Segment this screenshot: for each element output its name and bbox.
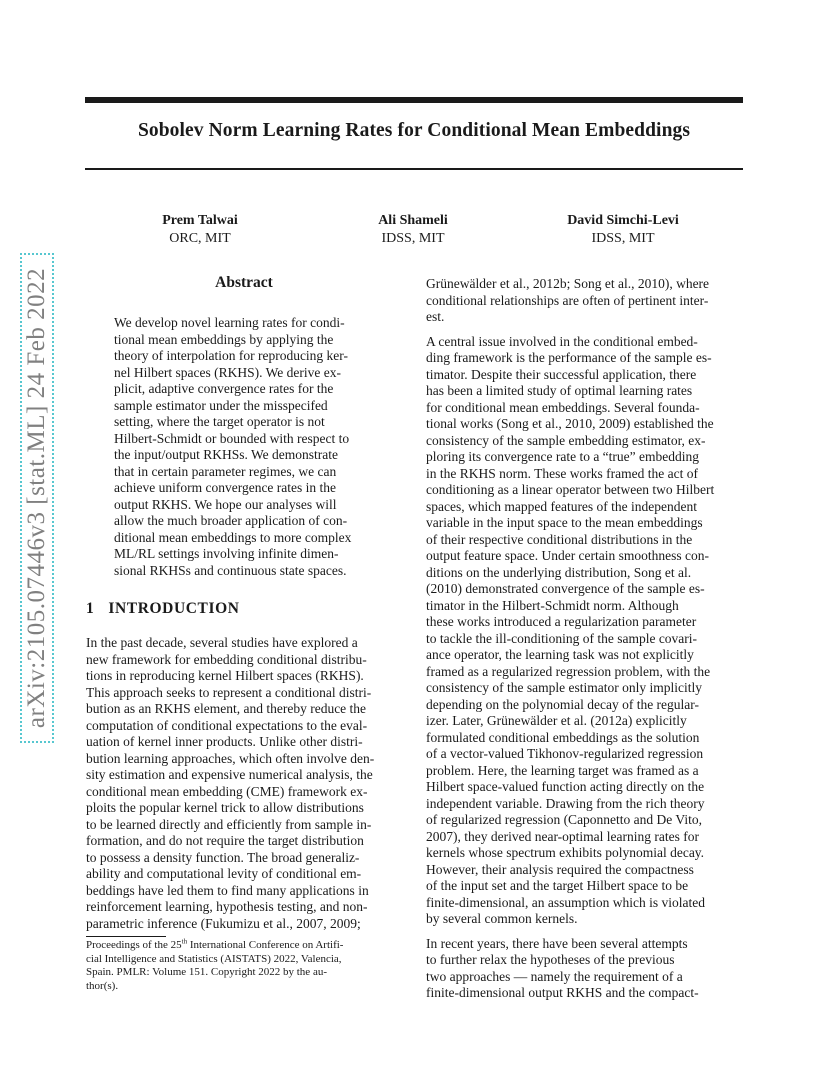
- abstract-line: tional mean embeddings by applying the: [114, 331, 334, 347]
- intro-line: conditional mean embedding (CME) framework ex-: [86, 783, 368, 799]
- intro-line: beddings have led them to find many applications in: [86, 882, 369, 898]
- author-name: David Simchi-Levi: [567, 213, 679, 228]
- abstract-body: [114, 315, 351, 579]
- arxiv-stamp[interactable]: [20, 253, 54, 743]
- introduction-body: [86, 635, 374, 932]
- paragraph-line: of regularized regression (Caponnetto and De Vito,: [426, 812, 702, 827]
- paragraph-line: by several common kernels.: [426, 911, 578, 926]
- footnote-line: Spain. PMLR: Volume 151. Copyright 2022 by the au-: [86, 966, 327, 978]
- footnote-line: thor(s).: [86, 979, 119, 992]
- intro-line: bution learning approaches, which often involve den-: [86, 750, 375, 766]
- abstract-line: allow the much broader application of con-: [114, 513, 348, 528]
- intro-line: In the past decade, several studies have explored a: [86, 635, 358, 650]
- section-title: INTRODUCTION: [108, 600, 240, 617]
- author-block: [100, 212, 300, 248]
- footnote-text: International Conference on Artifi-: [187, 939, 344, 951]
- paragraph-line: formulated conditional embeddings as the solution: [426, 729, 700, 745]
- abstract-line: output RKHS. We hope our analyses will: [114, 496, 337, 512]
- paper-title: Sobolev Norm Learning Rates for Conditional Mean Embeddings: [137, 120, 691, 141]
- abstract-line: sional RKHSs and continuous state spaces.: [114, 562, 347, 578]
- paragraph-line: problem. Here, the learning target was framed as a: [426, 762, 699, 778]
- paragraph-line: for conditional mean embeddings. Several founda-: [426, 399, 700, 415]
- paragraph-line: variable in the input space to the mean embeddings: [426, 515, 703, 530]
- paragraph-line: However, their analysis required the compactness: [426, 861, 694, 877]
- paragraph-line: 2007), they derived near-optimal learning rates for: [426, 828, 699, 844]
- paragraph-line: tional works (Song et al., 2010, 2009) established the: [426, 416, 714, 431]
- paragraph-line: independent variable. Drawing from the rich theory: [426, 795, 705, 811]
- paragraph-line: depending on the polynomial decay of the regular-: [426, 696, 700, 712]
- footnote-text: Proceedings of the 25: [86, 939, 182, 951]
- right-column-body: [426, 276, 714, 1002]
- intro-line: tions in reproducing kernel Hilbert spaces (RKHS).: [86, 668, 364, 683]
- intro-line: bution as an RKHS element, and thereby reduce the: [86, 701, 367, 716]
- author-block: [523, 212, 723, 248]
- footnote-line: [86, 939, 343, 953]
- paragraph-line: these works introduced a regularization parameter: [426, 614, 697, 629]
- paragraph-line: of their respective conditional distributions in the: [426, 531, 693, 547]
- paragraph-line: spaces, which mapped features of the independent: [426, 498, 698, 514]
- paragraph-line: to tackle the ill-conditioning of the sample covari-: [426, 630, 698, 646]
- paragraph-line: of the input set and the target Hilbert space to be: [426, 878, 689, 893]
- paragraph-line: finite-dimensional, an assumption which is violated: [426, 894, 705, 910]
- abstract-line: ditional mean embeddings to more complex: [114, 529, 352, 545]
- abstract-line: that in certain parameter regimes, we can: [114, 463, 337, 479]
- author-block: [313, 212, 513, 248]
- paragraph-line: output feature space. Under certain smoothness con-: [426, 548, 710, 563]
- intro-line: ploits the popular kernel trick to allow distributions: [86, 800, 364, 815]
- intro-line: to possess a density function. The broad generaliz-: [86, 849, 360, 865]
- intro-line: formation, and do not require the target distribution: [86, 833, 364, 848]
- abstract-line: setting, where the target operator is not: [114, 414, 325, 429]
- author-affiliation: IDSS, MIT: [591, 231, 655, 246]
- author-name: Ali Shameli: [378, 213, 448, 228]
- abstract-line: the input/output RKHSs. We demonstrate: [114, 447, 339, 462]
- paragraph-line: izer. Later, Grünewälder et al. (2012a) explicitly: [426, 713, 687, 728]
- author-affiliation: IDSS, MIT: [381, 231, 445, 246]
- intro-line: reinforcement learning, hypothesis testing, and non-: [86, 899, 368, 914]
- section-number: 1: [86, 600, 95, 617]
- abstract-line: We develop novel learning rates for condi-: [114, 315, 345, 330]
- abstract-line: achieve uniform convergence rates in the: [114, 480, 337, 495]
- paragraph-line: two approaches — namely the requirement of a: [426, 968, 683, 984]
- paragraph-line: consistency of the sample estimator only implicitly: [426, 680, 702, 695]
- intro-line: This approach seeks to represent a conditional distri-: [86, 684, 372, 700]
- abstract-line: Hilbert-Schmidt or bounded with respect to: [114, 430, 350, 446]
- footnote-rule: [86, 936, 166, 937]
- paragraph-line: A central issue involved in the conditional embed-: [426, 333, 698, 349]
- intro-line: new framework for embedding conditional distribu-: [86, 651, 367, 667]
- paragraph-line: consistency of the sample embedding estimator, ex-: [426, 432, 706, 448]
- paragraph-line: (2010) demonstrated convergence of the sample es-: [426, 581, 705, 596]
- header-rule-top: [85, 97, 743, 103]
- paragraph-line: ance operator, the learning task was not explicitly: [426, 647, 694, 662]
- paragraph-line: Hilbert space-valued function acting directly on the: [426, 779, 705, 794]
- paragraph-line: conditioning as a linear operator between two Hilbert: [426, 482, 715, 497]
- abstract-line: sample estimator under the misspecifed: [114, 397, 328, 413]
- paragraph-line: to further relax the hypotheses of the previous: [426, 952, 675, 967]
- intro-line: uation of kernel inner products. Unlike other distri-: [86, 734, 363, 749]
- author-name: Prem Talwai: [162, 213, 238, 228]
- paragraph-line: conditional relationships are often of pertinent inter-: [426, 292, 709, 308]
- paragraph-line: ploring its convergence rate to a “true” embedding: [426, 449, 700, 464]
- paragraph-line: of a vector-valued Tikhonov-regularized regression: [426, 746, 704, 761]
- paragraph-line: est.: [426, 309, 445, 324]
- paragraph-line: has been a limited study of optimal learning rates: [426, 383, 693, 398]
- paragraph-line: timator in the Hilbert-Schmidt norm. Although: [426, 597, 679, 613]
- intro-line: sity estimation and expensive numerical analysis, the: [86, 767, 373, 782]
- paragraph-line: kernels whose spectrum exhibits polynomial decay.: [426, 845, 705, 860]
- paragraph-gap: [426, 326, 714, 334]
- footnote: [86, 939, 343, 993]
- arxiv-identifier[interactable]: arXiv:2105.07446v3 [stat.ML] 24 Feb 2022: [23, 267, 50, 729]
- abstract-line: plicit, adaptive convergence rates for the: [114, 381, 334, 396]
- abstract-line: theory of interpolation for reproducing ker-: [114, 348, 349, 363]
- paragraph-line: finite-dimensional output RKHS and the compact-: [426, 985, 699, 1000]
- section-heading: [86, 600, 240, 618]
- intro-line: computation of conditional expectations to the eval-: [86, 717, 368, 733]
- paragraph-line: in the RKHS norm. These works framed the act of: [426, 465, 698, 481]
- author-affiliation: ORC, MIT: [169, 231, 231, 246]
- intro-line: parametric inference (Fukumizu et al., 2007, 2009;: [86, 915, 361, 931]
- paragraph-line: ditions on the underlying distribution, Song et al.: [426, 564, 692, 580]
- paragraph-line: framed as a regularized regression problem, with the: [426, 663, 711, 679]
- intro-line: to be learned directly and efficiently from sample in-: [86, 816, 372, 832]
- paragraph-line: Grünewälder et al., 2012b; Song et al., 2010), where: [426, 276, 710, 291]
- paragraph-line: timator. Despite their successful application, there: [426, 366, 697, 382]
- abstract-line: ML/RL settings involving infinite dimen-: [114, 546, 339, 561]
- paragraph-line: ding framework is the performance of the sample es-: [426, 350, 712, 365]
- header-rule-bottom: [85, 168, 743, 170]
- abstract-heading: Abstract: [215, 274, 273, 291]
- footnote-line: cial Intelligence and Statistics (AISTATS) 2022, Valencia,: [86, 952, 342, 965]
- paragraph-line: In recent years, there have been several attempts: [426, 935, 688, 951]
- abstract-line: nel Hilbert spaces (RKHS). We derive ex-: [114, 364, 341, 380]
- footnote-superscript: th: [181, 937, 188, 946]
- paragraph-gap: [426, 928, 714, 936]
- intro-line: ability and computational levity of conditional em-: [86, 866, 362, 881]
